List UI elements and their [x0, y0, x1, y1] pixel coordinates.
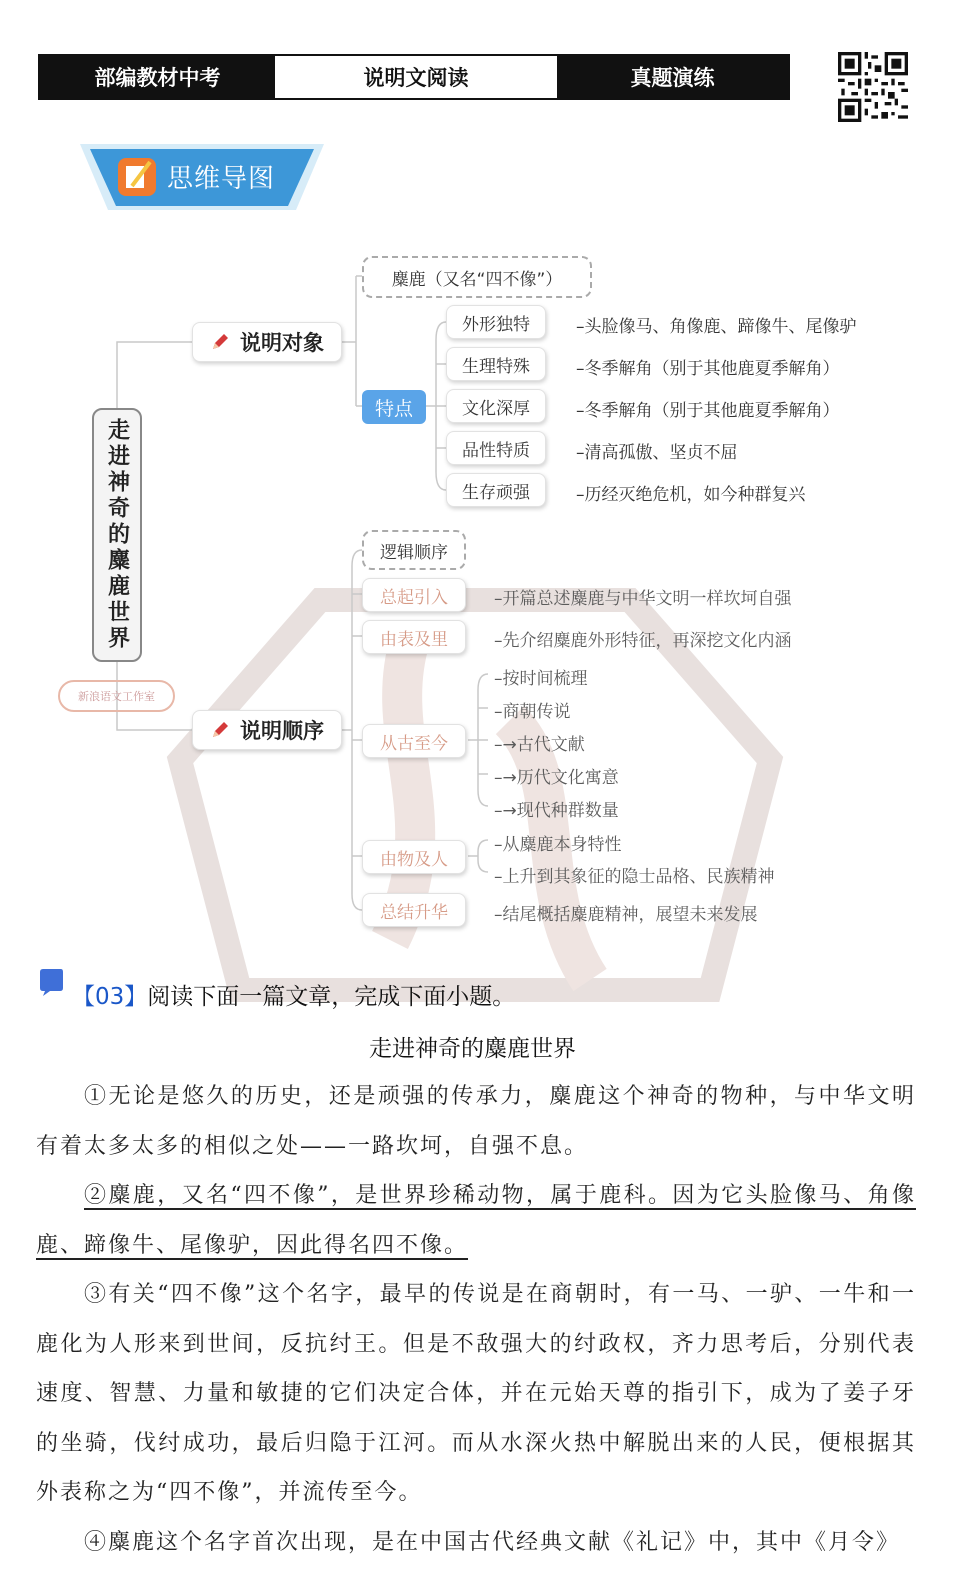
qr-code-icon	[838, 52, 908, 122]
pen-icon	[210, 332, 230, 352]
article-title: 走进神奇的麋鹿世界	[369, 1036, 576, 1062]
article-body	[36, 1072, 916, 1567]
order-type-node: 逻辑顺序	[362, 530, 466, 570]
feature-desc-4: –清高孤傲、坚贞不屈	[576, 443, 738, 463]
order-node-3: 从古至今	[362, 724, 466, 758]
order-desc-5: –结尾概括麋鹿精神，展望未来发展	[494, 905, 758, 925]
header-right: 真题演练	[557, 56, 788, 98]
order-node-4: 由物及人	[362, 840, 466, 874]
question-prompt: 阅读下面一篇文章，完成下面小题。	[147, 984, 516, 1010]
order-node-2: 由表及里	[362, 620, 466, 654]
mindmap-root-node	[92, 408, 142, 662]
paragraph-4: ④麋鹿这个名字首次出现，是在中国古代经典文献《礼记》中，其中《月令》	[84, 1529, 901, 1555]
feature-desc-1: –头脸像马、角像鹿、蹄像牛、尾像驴	[576, 317, 857, 337]
feature-node-5: 生存顽强	[446, 473, 546, 507]
paragraph-1: ①无论是悠久的历史，还是顽强的传承力，麋鹿这个神奇的物种，与中华文明有着太多太多的相似之处——一路坎坷，自强不息。	[36, 1084, 916, 1159]
feature-node-4: 品性特质	[446, 431, 546, 465]
order-desc-2: –先介绍麋鹿外形特征，再深挖文化内涵	[494, 631, 792, 651]
feature-desc-5: –历经灭绝危机，如今种群复兴	[576, 485, 806, 505]
order-desc-3d: –→历代文化寓意	[494, 768, 619, 788]
header-middle: 说明文阅读	[275, 56, 557, 98]
order-desc-4a: –从麋鹿本身特性	[494, 835, 622, 855]
branch-node-object	[192, 322, 342, 362]
paragraph-2: ②麋鹿，又名“四不像”，是世界珍稀动物，属于鹿科。因为它头脸像马、角像鹿、蹄像牛、尾像驴，因此得名四不像。	[36, 1183, 916, 1258]
order-desc-3e: –→现代种群数量	[494, 801, 619, 821]
order-desc-3a: –按时间梳理	[494, 669, 588, 689]
branch-label-order: 说明顺序	[240, 719, 324, 743]
order-node-1: 总起引入	[362, 578, 466, 612]
paragraph-3: ③有关“四不像”这个名字，最早的传说是在商朝时，有一马、一驴、一牛和一鹿化为人形来到世间，反抗纣王。但是不敌强大的纣政权，齐力思考后，分别代表速度、智慧、力量和敏捷的它们决定合体，并在元始天尊的指引下，成为了姜子牙的坐骑，伐纣成功，最后归隐于江河。而从水深火热中解脱出来的人民，便根据其外表称之为“四不像”，并流传至今。	[36, 1282, 916, 1505]
mindmap-connectors	[0, 240, 965, 940]
header-bar	[38, 54, 790, 100]
order-desc-4b: –上升到其象征的隐士品格、民族精神	[494, 867, 775, 887]
question-number: 【03】	[72, 984, 148, 1010]
feature-node-2: 生理特殊	[446, 347, 546, 381]
order-desc-3c: –→古代文献	[494, 735, 585, 755]
feature-desc-2: –冬季解角（别于其他鹿夏季解角）	[576, 359, 840, 379]
question-line	[72, 978, 515, 1011]
order-node-5: 总结升华	[362, 893, 466, 927]
mindmap-root-label: 走进神奇的麋鹿世界	[104, 418, 130, 652]
feature-desc-3: –冬季解角（别于其他鹿夏季解角）	[576, 401, 840, 421]
object-node: 麋鹿（又名“四不像”）	[362, 256, 592, 298]
order-desc-1: –开篇总述麋鹿与中华文明一样坎坷自强	[494, 589, 792, 609]
branch-node-order	[192, 710, 342, 750]
pen-icon	[210, 720, 230, 740]
branch-label-object: 说明对象	[240, 331, 324, 355]
feature-node-3: 文化深厚	[446, 389, 546, 423]
mindmap-banner-label: 思维导图	[167, 164, 276, 194]
header-left: 部编教材中考	[40, 56, 275, 98]
order-desc-3b: –商朝传说	[494, 702, 571, 722]
studio-stamp: 新浪语文工作室	[58, 680, 175, 712]
feature-tag: 特点	[362, 390, 426, 424]
bookmark-icon	[38, 968, 64, 996]
feature-node-1: 外形独特	[446, 305, 546, 339]
